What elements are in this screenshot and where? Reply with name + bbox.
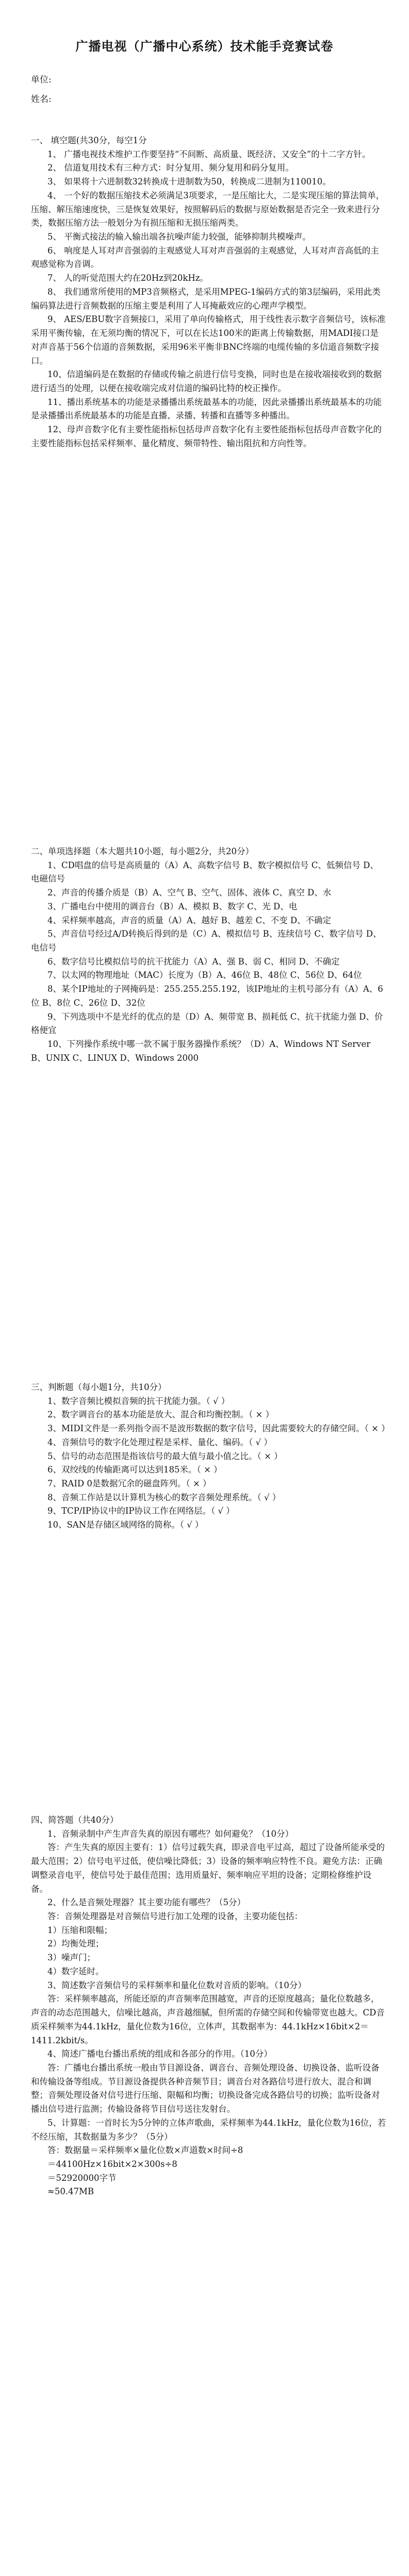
question-item: 12、母声音数字化有主要性能指标包括母声音数字化有主要性能指标包括母声音数字化的主要性能指标包括采样频率、量化精度、频带特性、输出阻抗和方向性等。 — [31, 425, 382, 448]
question-item: 5、 平衡式接法的输入输出端各抗噪声能力较强，能够抑制共模噪声。 — [47, 232, 311, 242]
answer-item: 2）均衡处理； — [47, 1939, 104, 1949]
question-item: 10、下列操作系统中哪一款不属于服务器操作系统？（D）A、Windows NT Server B、UNIX C、LINUX D、Windows 2000 — [31, 1039, 371, 1063]
question-item: 1、 广播电视技术维护工作要坚持“不间断、高质量、既经济、又安全”的十二字方针。 — [47, 149, 371, 159]
question-item: 5、声音信号经过A/D转换后得到的是（C）A、模拟信号 B、连续信号 C、数字信号 D、电信号 — [31, 929, 382, 953]
question-item: 8、音频工作站是以计算机为核心的数字音频处理系统。（ √ ） — [47, 1492, 281, 1502]
question-item: 6、双绞线的传输距离可以达到185米。（ × ） — [47, 1465, 222, 1475]
question-item: 2、数字调音台的基本功能是放大、混合和均衡控制。（ × ） — [47, 1410, 274, 1420]
answer-item: 答：产生失真的原因主要有：1）信号过载失真，即录音电平过高，超过了设备所能承受的最大范围；2）信号电平过低，使信噪比降低；3）设备的频率响应特性不良。避免方法：正确调整录音电平，使信号处于最佳范围；选用质量好、频率响应平坦的设备；定期检修维护设备。 — [31, 1842, 385, 1894]
answer-item: ＝44100Hz×16bit×2×300s÷8 — [47, 2159, 177, 2169]
question-item: 7、RAID 0是数据冗余的磁盘阵列。（ × ） — [47, 1479, 211, 1489]
section-heading: 四、简答题（共40分） — [31, 1815, 119, 1825]
answer-item: 答：音频处理器是对音频信号进行加工处理的设备，主要功能包括： — [47, 1911, 303, 1922]
section-short-answer — [31, 1814, 387, 2199]
question-item: 2、 信道复用技术有三种方式：时分复用、频分复用和码分复用。 — [47, 163, 294, 173]
question-item: 1、音频录制中产生声音失真的原因有哪些？如何避免？（10分） — [47, 1828, 293, 1839]
question-item: 3、简述数字音频信号的采样频率和量化位数对音质的影响。（10分） — [47, 1980, 306, 1990]
question-item: 9、下列选项中不是光纤的优点的是（D）A、频带宽 B、损耗低 C、抗干扰能力强 D、价格便宜 — [31, 1011, 383, 1036]
question-item: 4、 一个好的数据压缩技术必须满足3项要求，一是压缩比大，二是实现压缩的算法简单，压缩、解压缩速度快，三是恢复效果好，按照解码后的数据与原始数据是否完全一致来进行分类，数据压缩方法一般划分为有损压缩和无损压缩两类。 — [31, 190, 385, 228]
name-field: 姓名: — [31, 94, 52, 105]
answer-item: ≈50.47MB — [47, 2187, 94, 2197]
question-item: 11、播出系统基本的功能是录播播出系统最基本的功能，因此录播播出系统最基本的功能是录播播出系统最基本的功能是直播、录播、转播和直播等多种播出。 — [31, 397, 382, 421]
section-single-choice — [31, 845, 387, 1065]
question-item: 4、采样频率越高，声音的质量（A）A、越好 B、越差 C、不变 D、不确定 — [47, 915, 332, 925]
question-item: 4、音频信号的数字化处理过程是采样、量化、编码。（ √ ） — [47, 1437, 272, 1447]
section-heading: 三、判断题（每小题1分，共10分） — [31, 1382, 167, 1392]
question-item: 9、 AES/EBU数字音频接口，采用了单向传输格式，用于线性表示数字音频信号，该标准采用平衡传输，在无须均衡的情况下，可以在长达100米的距离上传输数据，用MADI接口是对声音基于56个信道的音频数据，采用96米平衡非BNC终端的电缆传输的多信道音频数字接口。 — [31, 314, 386, 366]
section-fill-in — [31, 134, 387, 451]
question-item: 1、CD唱盘的信号是高质量的（A）A、高数字信号 B、数字模拟信号 C、低频信号 D、电磁信号 — [31, 860, 379, 884]
question-item: 7、以太网的物理地址（MAC）长度为（B）A、46位 B、48位 C、56位 D、64位 — [47, 970, 362, 980]
exam-title: 广播电视（广播中心系统）技术能手竞赛试卷 — [75, 39, 334, 54]
question-item: 3、MIDI文件是一系列指令而不是波形数据的数字信号，因此需要较大的存储空间。（ × ） — [47, 1423, 390, 1434]
answer-item: 1）压缩和限幅； — [47, 1925, 112, 1935]
question-item: 3、 如果将十六进制数32转换成十进制数为50，转换成二进制为110010。 — [47, 177, 331, 187]
answer-item: 答：数据量＝采样频率×量化位数×声道数×时间÷8 — [47, 2145, 243, 2156]
question-item: 6、 响度是人耳对声音强弱的主观感觉人耳对声音强弱的主观感觉，人耳对声音高低的主观感觉称为音调。 — [31, 245, 379, 269]
question-item: 3、广播电台中使用的调音台（B）A、模拟 B、数字 C、光 D、电 — [47, 901, 298, 911]
answer-item: 3）噪声门； — [47, 1953, 95, 1963]
question-item: 9、TCP/IP协议中的IP协议工作在网络层。（ √ ） — [47, 1506, 235, 1516]
question-item: 8、某个IP地址的子网掩码是：255.255.255.192，该IP地址的主机号部分有（A）A、6位 B、8位 C、26位 D、32位 — [31, 984, 383, 1008]
question-item: 2、声音的传播介质是（B）A、空气 B、空气、固体、液体 C、真空 D、水 — [47, 888, 332, 898]
question-item: 10、SAN是存储区域网络的简称。（ √ ） — [47, 1520, 204, 1530]
question-item: 5、信号的动态范围是指该信号的最大值与最小值之比。（ × ） — [47, 1451, 283, 1461]
question-item: 2、什么是音频处理器？其主要功能有哪些？（5分） — [47, 1897, 246, 1908]
answer-item: 答：采样频率越高，所能还原的声音频率范围越宽，声音的还原度越高；量化位数越多，声音的动态范围越大，信噪比越高，声音越细腻，但所需的存储空间和传输带宽也越大。CD音质采样频率为44.1kHz，量化位数为16位，立体声，其数据率为：44.1kHz×16bit×2＝1411.2kbit/s。 — [31, 1994, 385, 2045]
question-item: 7、 人的听觉范围大约在20Hz到20kHz。 — [47, 273, 208, 283]
answer-item: 答：广播电台播出系统一般由节目源设备、调音台、音频处理设备、切换设备、监听设备和传输设备等组成。节目源设备提供各种音频节目；调音台对各路信号进行放大、混合和调整；音频处理设备对信号进行压缩、限幅和均衡；切换设备完成各路信号的切换；监听设备对播出信号进行监测；传输设备将节目信号送往发射台。 — [31, 2062, 380, 2114]
question-item: 5、计算题：一首时长为5分钟的立体声歌曲，采样频率为44.1kHz，量化位数为16位，若不经压缩，其数据量为多少？（5分） — [31, 2117, 386, 2142]
answer-item: 4）数字延时。 — [47, 1966, 104, 1976]
question-item: 8、 我们通常所使用的MP3音频格式，是采用MPEG-1编码方式的第3层编码，采用此类编码算法进行音频数据的压缩主要是利用了人耳掩蔽效应的心理声学模型。 — [31, 286, 381, 311]
question-item: 1、数字音频比模拟音频的抗干扰能力强。（ √ ） — [47, 1396, 230, 1406]
section-heading: 二、单项选择题（本大题共10小题，每小题2分，共20分） — [31, 846, 254, 856]
question-item: 10、信道编码是在数据的存储或传输之前进行信号变换，同时也是在接收端接收到的数据进行适当的处理，以便在接收端完成对信道的编码比特的校正操作。 — [31, 369, 382, 393]
question-item: 6、数字信号比模拟信号的抗干扰能力（A）A、强 B、弱 C、相同 D、不确定 — [47, 956, 340, 967]
unit-field: 单位: — [31, 75, 52, 85]
section-true-false — [31, 1381, 390, 1532]
question-item: 4、简述广播电台播出系统的组成和各部分的作用。（10分） — [47, 2049, 272, 2059]
answer-item: ＝52920000字节 — [47, 2173, 117, 2183]
section-heading: 一、 填空题(共30分，每空1分 — [31, 135, 147, 145]
